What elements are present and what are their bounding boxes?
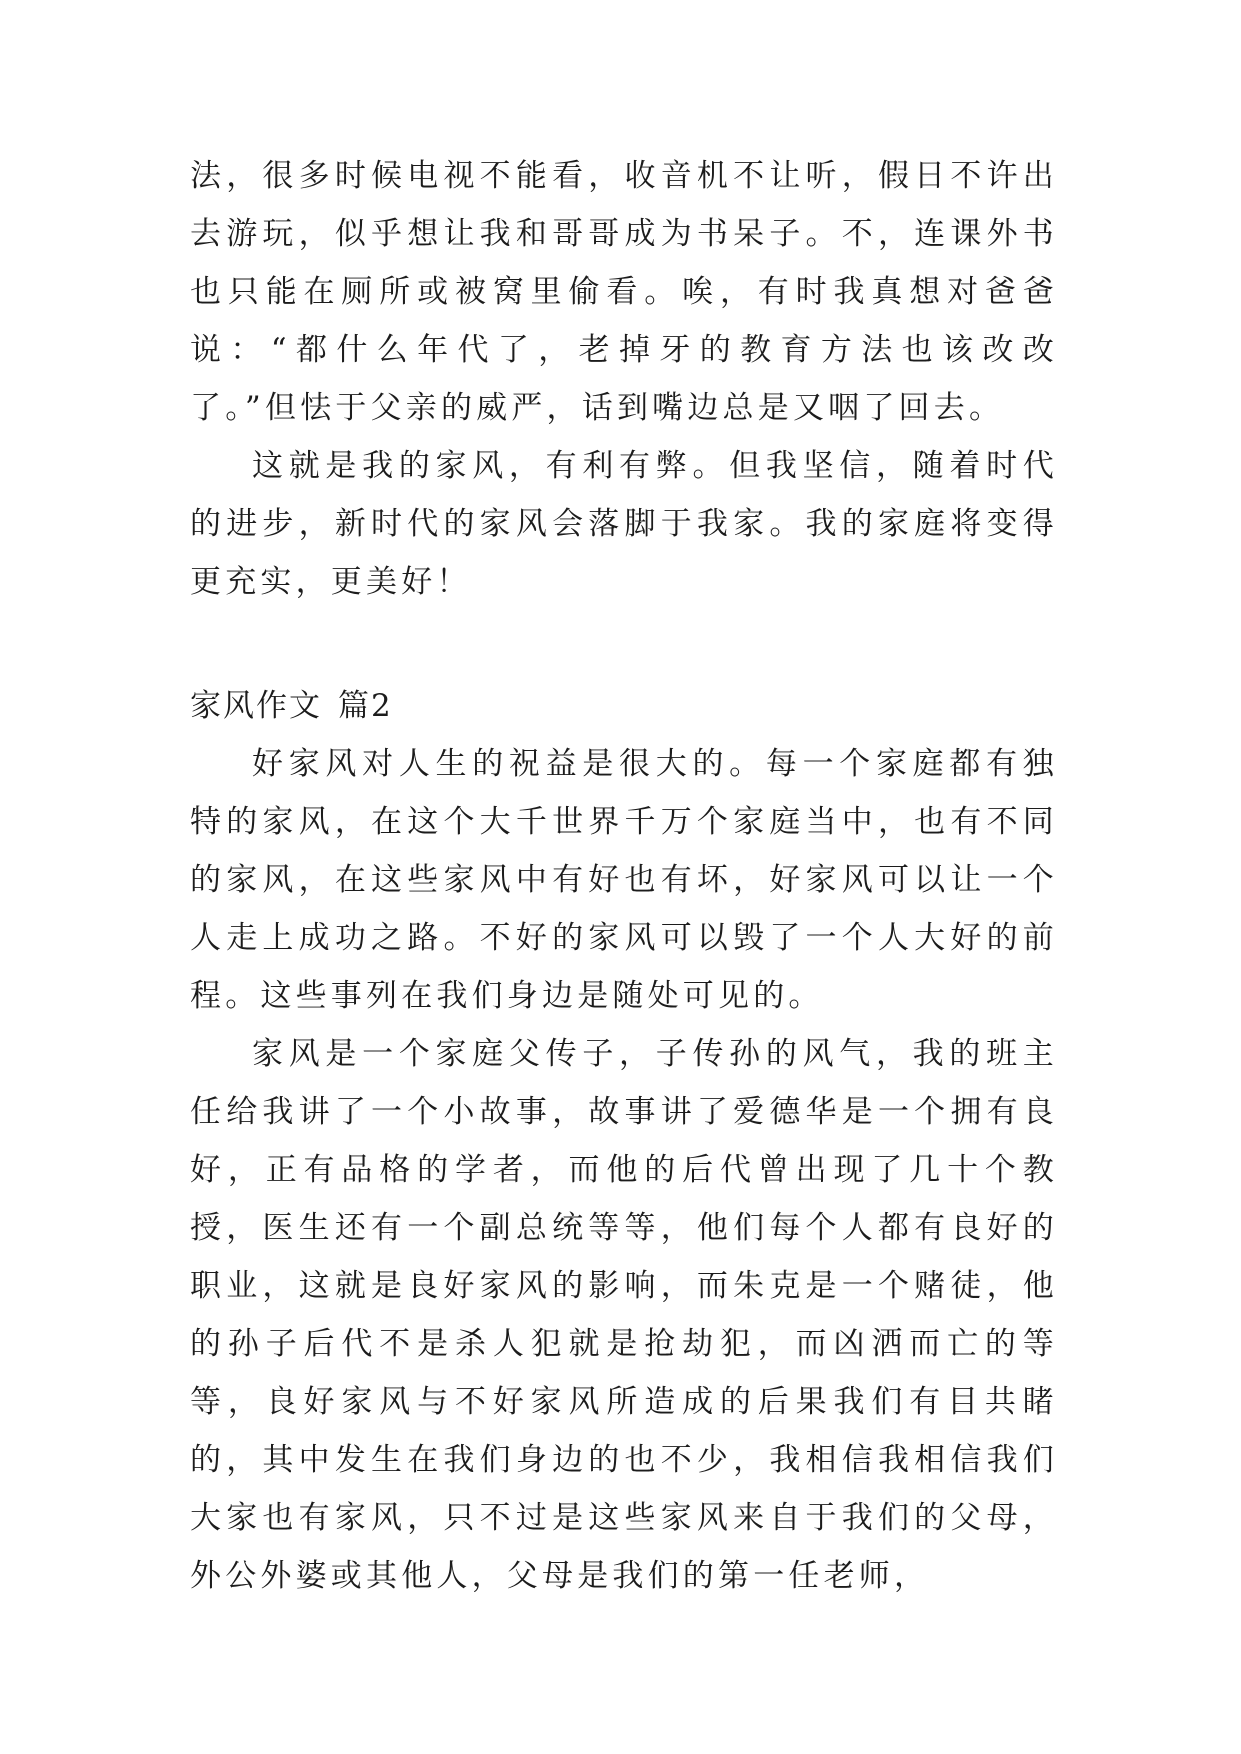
section-1-body: [190, 147, 1058, 611]
section-2-heading: [190, 677, 1058, 735]
section-title: 家风作文: [190, 688, 322, 724]
paragraph: 这就是我的家风，有利有弊。但我坚信，随着时代的进步，新时代的家风会落脚于我家。我的家庭将变得更充实，更美好！: [190, 448, 1058, 600]
paragraph: 家风是一个家庭父传子，子传孙的风气，我的班主任给我讲了一个小故事，故事讲了爱德华是一个拥有良好，正有品格的学者，而他的后代曾出现了几十个教授，医生还有一个副总统等等，他们每个人都有良好的职业，这就是良好家风的影响，而朱克是一个赌徒，他的孙子后代不是杀人犯就是抢劫犯，而凶洒而亡的等等，良好家风与不好家风所造成的后果我们有目共睹的，其中发生在我们身边的也不少，我相信我相信我们大家也有家风，只不过是这些家风来自于我们的父母，外公外婆或其他人，父母是我们的第一任老师，: [190, 1036, 1058, 1594]
section-number: 篇2: [338, 688, 393, 724]
section-2-body: [190, 735, 1058, 1605]
paragraph-continuation: 法，很多时候电视不能看，收音机不让听，假日不许出去游玩，似乎想让我和哥哥成为书呆子。不，连课外书也只能在厕所或被窝里偷看。唉，有时我真想对爸爸说：“都什么年代了，老掉牙的教育方法也该改改了。”但怯于父亲的威严，话到嘴边总是又咽了回去。: [190, 158, 1058, 426]
paragraph: 好家风对人生的祝益是很大的。每一个家庭都有独特的家风，在这个大千世界千万个家庭当中，也有不同的家风，在这些家风中有好也有坏，好家风可以让一个人走上成功之路。不好的家风可以毁了一个人大好的前程。这些事列在我们身边是随处可见的。: [190, 746, 1058, 1014]
